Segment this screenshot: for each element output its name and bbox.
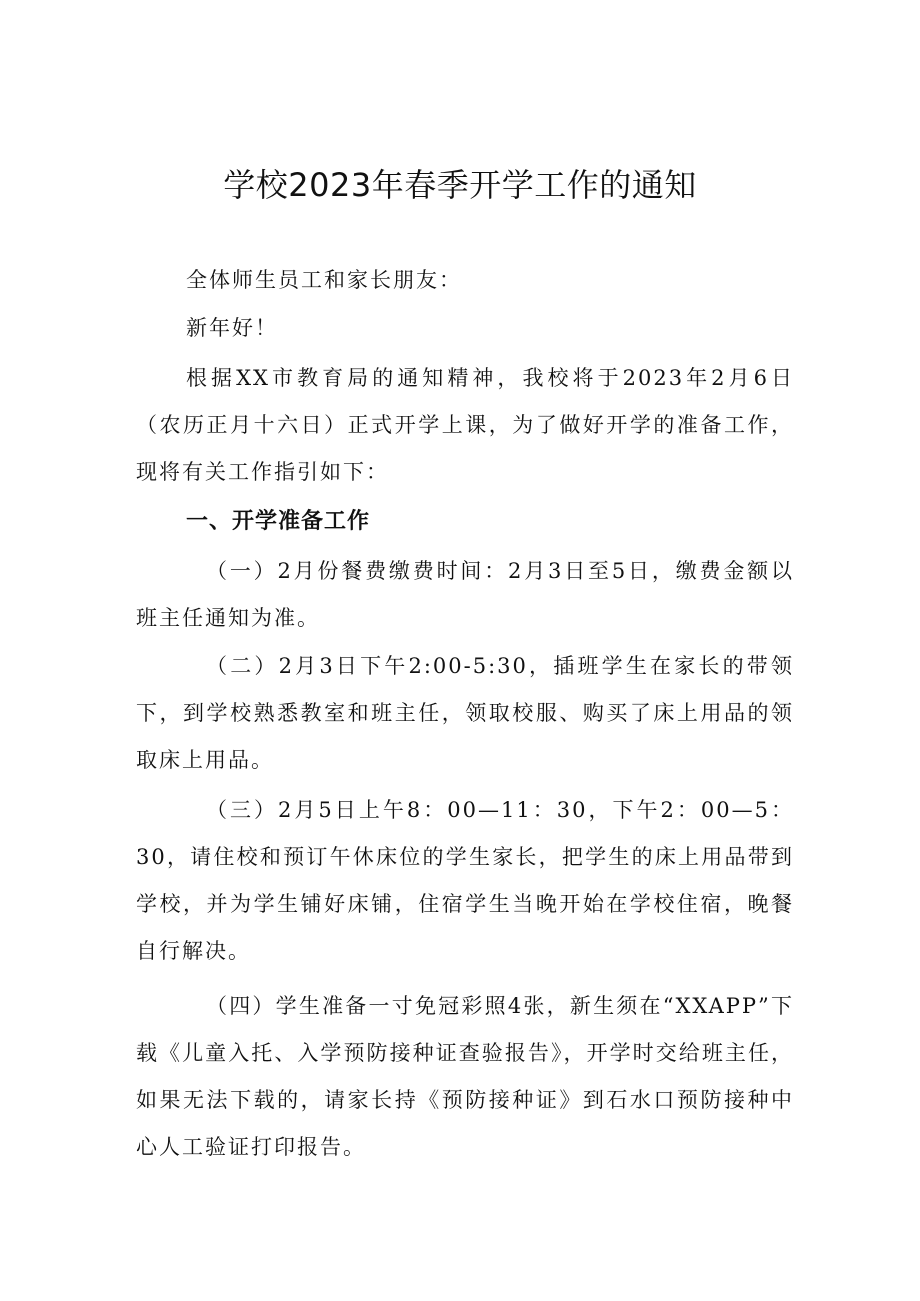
list-item: （一）2月份餐费缴费时间：2月3日至5日，缴费金额以班主任通知为准。 [136,559,794,630]
salutation: 全体师生员工和家长朋友： [186,268,462,292]
section-heading-preparation: 一、开学准备工作 [186,509,371,534]
list-item: （四）学生准备一寸免冠彩照4张，新生须在“XXAPP”下载《儿童入托、入学预防接种证查验报告》，开学时交给班主任，如果无法下载的，请家长持《预防接种证》到石水口预防接种中心人工验证打印报告。 [136,994,794,1159]
intro-paragraph: 根据XX市教育局的通知精神，我校将于2023年2月6日（农历正月十六日）正式开学上课，为了做好开学的准备工作，现将有关工作指引如下： [136,366,794,484]
document-title: 学校2023年春季开学工作的通知 [223,166,697,204]
list-item: （二）2月3日下午2:00-5:30，插班学生在家长的带领下，到学校熟悉教室和班主任，领取校服、购买了床上用品的领取床上用品。 [136,654,794,772]
greeting: 新年好！ [186,316,278,340]
list-item: （三）2月5日上午8：00—11：30，下午2：00—5：30，请住校和预订午休床位的学生家长，把学生的床上用品带到学校，并为学生铺好床铺，住宿学生当晚开始在学校住宿，晚餐自行解决。 [136,798,794,963]
